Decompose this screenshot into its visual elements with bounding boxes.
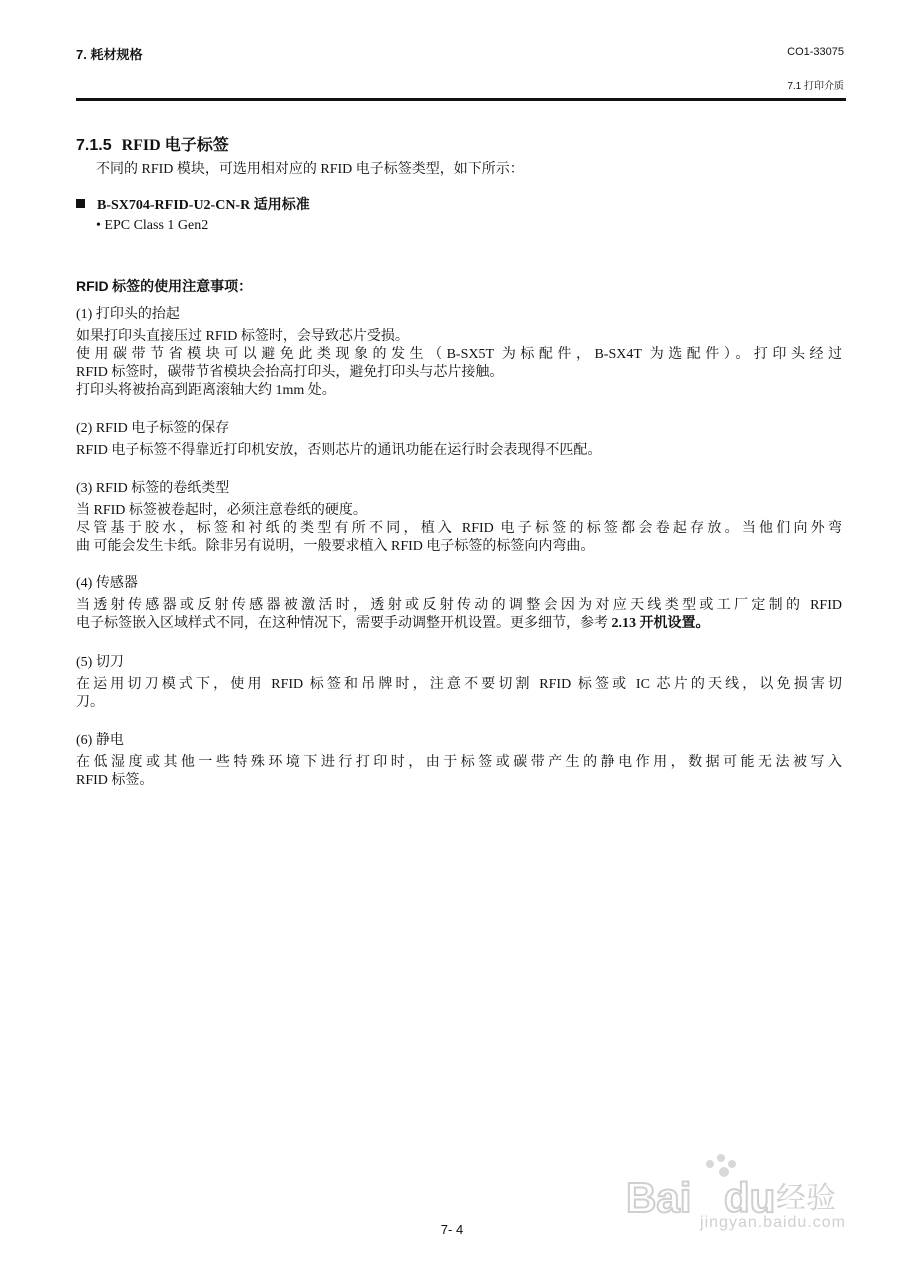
note-sensor [76,575,842,633]
notes-title [76,276,252,296]
note-line: 打印头将被抬高到距离滚轴大约 1mm 处。 [76,383,336,398]
note-line: 曲 可能会发生卡纸。除非另有说明，一般要求植入 RFID 电子标签的标签向内弯曲。 [76,539,595,554]
note-heading: (3) RFID 标签的卷纸类型 [76,481,230,496]
note-print-head-lift [76,306,842,400]
note-cutter [76,654,842,712]
note-line-text: 电子标签嵌入区域样式不同，在这种情况下，需要手动调整开机设置。更多细节，参考 [76,616,612,631]
square-bullet-icon [76,199,85,208]
notes-title-text: 标签的使用注意事项： [108,280,253,295]
note-line: 刀。 [76,695,104,710]
chapter-title: 7. 耗材规格 [76,47,143,62]
svg-text:经验: 经验 [776,1181,836,1216]
note-line: 在低湿度或其他一些特殊环境下进行打印时，由于标签或碳带产生的静电作用，数据可能无法被写入 [76,755,842,770]
standard-heading [76,194,310,214]
standard-heading-text: B-SX704-RFID-U2-CN-R 适用标准 [97,198,310,213]
section-title: RFID 电子标签 [121,137,229,154]
note-line: 使用碳带节省模块可以避免此类现象的发生（B-SX5T 为标配件，B-SX4T 为选配件）。打印头经过 [76,347,842,362]
note-heading: (4) 传感器 [76,576,138,591]
watermark-url: jingyan.baidu.com [700,1214,846,1231]
section-number: 7.1.5 [76,137,112,154]
note-line: 当 RFID 标签被卷起时，必须注意卷纸的硬度。 [76,503,367,518]
svg-text:du: du [724,1174,776,1221]
svg-text:Bai: Bai [626,1174,692,1221]
note-line: RFID 电子标签不得靠近打印机安放，否则芯片的通讯功能在运行时会表现得不匹配。 [76,443,602,458]
note-static [76,732,842,790]
header-divider [76,98,846,101]
note-heading: (1) 打印头的抬起 [76,307,180,322]
notes-title-latin: RFID [76,278,109,294]
note-line: RFID 标签时，碳带节省模块会抬高打印头，避免打印头与芯片接触。 [76,365,504,380]
note-line: RFID 标签。 [76,773,154,788]
section-heading [76,132,229,155]
note-heading: (6) 静电 [76,733,124,748]
subsection-title: 7.1 打印介质 [787,81,844,92]
note-line: 在运用切刀模式下，使用 RFID 标签和吊牌时，注意不要切割 RFID 标签或 IC 芯片的天线，以免损害切 [76,677,842,692]
note-heading: (2) RFID 电子标签的保存 [76,421,230,436]
reference-link[interactable]: 2.13 开机设置。 [611,616,710,631]
note-line: 当透射传感器或反射传感器被激活时，透射或反射传动的调整会因为对应天线类型或工厂定制的 RFID [76,598,842,613]
note-line: 尽管基于胶水，标签和衬纸的类型有所不同，植入 RFID 电子标签的标签都会卷起存放。当他们向外弯 [76,521,842,536]
note-heading: (5) 切刀 [76,655,124,670]
page-number: 7- 4 [440,1222,464,1237]
note-line: 如果打印头直接压过 RFID 标签时，会导致芯片受损。 [76,329,409,344]
note-line [76,615,842,633]
document-code: CO1-33075 [787,46,844,58]
standard-item: • EPC Class 1 Gen2 [96,218,209,233]
section-intro: 不同的 RFID 模块，可选用相对应的 RFID 电子标签类型，如下所示： [96,162,524,177]
note-rfid-storage [76,420,842,460]
note-roll-type [76,480,842,556]
